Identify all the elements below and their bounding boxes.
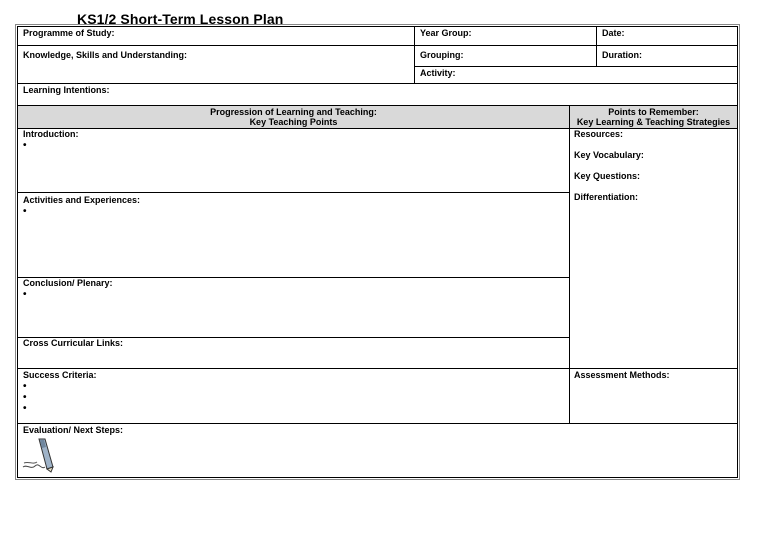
bullet-point: •	[23, 140, 27, 151]
points-heading-line1: Points to Remember:	[608, 107, 699, 117]
key-vocabulary-label: Key Vocabulary:	[574, 150, 644, 160]
knowledge-skills-label: Knowledge, Skills and Understanding:	[23, 50, 188, 60]
resources-label: Resources:	[574, 129, 624, 139]
bullet-point: •	[23, 392, 27, 403]
bullet-point: •	[23, 206, 27, 217]
activities-section	[20, 194, 143, 218]
points-heading-line2: Key Learning & Teaching Strategies	[576, 117, 731, 127]
conclusion-section	[20, 277, 116, 301]
row-divider	[18, 192, 569, 193]
introduction-section	[20, 128, 82, 152]
lesson-plan-table	[17, 26, 738, 478]
column-divider	[414, 27, 415, 83]
cross-curricular-label: Cross Curricular Links:	[23, 338, 124, 348]
row-divider	[18, 45, 737, 46]
row-divider	[18, 83, 737, 84]
key-questions-label: Key Questions:	[574, 171, 641, 181]
column-divider	[569, 105, 570, 423]
conclusion-label: Conclusion/ Plenary:	[23, 278, 113, 288]
grouping-label: Grouping:	[420, 50, 464, 60]
learning-intentions-label: Learning Intentions:	[23, 85, 110, 95]
progression-heading	[18, 106, 569, 128]
page-title: KS1/2 Short-Term Lesson Plan	[77, 11, 284, 27]
programme-of-study-label: Programme of Study:	[23, 28, 115, 38]
bullet-point: •	[23, 403, 27, 414]
duration-label: Duration:	[602, 50, 642, 60]
points-heading	[570, 106, 737, 128]
row-divider	[18, 128, 737, 129]
bullet-point: •	[23, 289, 27, 300]
pen-writing-icon	[21, 437, 57, 473]
activity-label: Activity:	[420, 68, 456, 78]
bullet-point: •	[23, 381, 27, 392]
introduction-label: Introduction:	[23, 129, 79, 139]
assessment-methods-label: Assessment Methods:	[574, 370, 670, 380]
row-divider	[414, 66, 737, 67]
progression-heading-line2: Key Teaching Points	[249, 117, 338, 127]
evaluation-label: Evaluation/ Next Steps:	[23, 425, 124, 435]
column-divider	[596, 27, 597, 66]
activities-label: Activities and Experiences:	[23, 195, 141, 205]
date-label: Date:	[602, 28, 625, 38]
differentiation-label: Differentiation:	[574, 192, 638, 202]
year-group-label: Year Group:	[420, 28, 472, 38]
success-criteria-label: Success Criteria:	[23, 370, 97, 380]
progression-heading-line1: Progression of Learning and Teaching:	[210, 107, 377, 117]
success-criteria-section	[20, 369, 100, 415]
